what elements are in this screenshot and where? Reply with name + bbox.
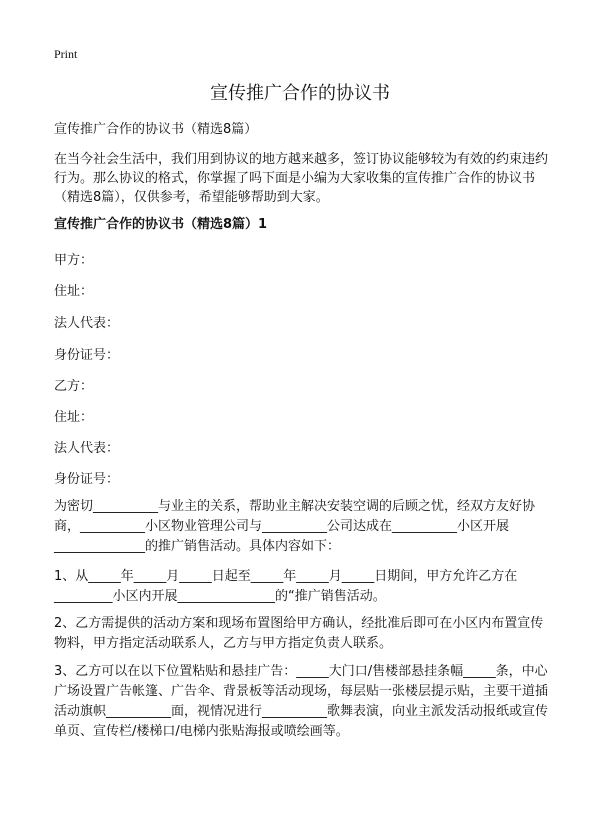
section-heading: 宣传推广合作的协议书（精选8篇）1 <box>54 217 268 232</box>
doc-subtitle: 宣传推广合作的协议书（精选8篇） <box>54 122 258 137</box>
intro-paragraph: 在当今社会生活中，我们用到协议的地方越来越多，签订协议能够较为有效的约束违约行为。那么协议的格式，你掌握了吗下面是小编为大家收集的宣传推广合作的协议书（精选8篇），仅供参考，希望能够帮助到大家。 <box>54 152 549 205</box>
party-a-label: 甲方： <box>54 253 94 268</box>
legal-rep-b-label: 法人代表： <box>54 441 120 456</box>
id-number-b-label: 身份证号： <box>54 472 120 487</box>
clause-1: 1、从_____年_____月_____日起至_____年_____月_____日期间，甲方允许乙方在_________小区内开展_______________的“推广销售活动。 <box>54 569 518 604</box>
id-number-a-label: 身份证号： <box>54 348 120 363</box>
address-a-label: 住址： <box>54 284 94 299</box>
clause-3: 3、乙方可以在以下位置粘贴和悬挂广告：_____大门口/售楼部悬挂条幅_____条，中心广场设置广告帐篷、广告伞、背景板等活动现场，每层贴一张楼层提示贴，主要干道插活动旗帜__________面，视情况进行__________歌舞表演，向业主派发活动报纸或宣传单页、宣传栏/楼梯口/电梯内张贴海报或喷绘画等。 <box>54 664 549 739</box>
address-b-label: 住址： <box>54 410 94 425</box>
page-title: 宣传推广合作的协议书 <box>210 83 390 104</box>
legal-rep-a-label: 法人代表： <box>54 316 120 331</box>
print-label: Print <box>54 47 78 61</box>
clause-2: 2、乙方需提供的活动方案和现场布置图给甲方确认，经批准后即可在小区内布置宣传物料，甲方指定活动联系人，乙方与甲方指定负责人联系。 <box>54 616 544 651</box>
cooperation-paragraph: 为密切__________与业主的关系，帮助业主解决安装空调的后顾之忧，经双方友好协商，__________小区物业管理公司与__________公司达成在__________小区开展______________的推广销售活动。具体内容如下： <box>54 499 536 554</box>
party-b-label: 乙方： <box>54 379 94 394</box>
